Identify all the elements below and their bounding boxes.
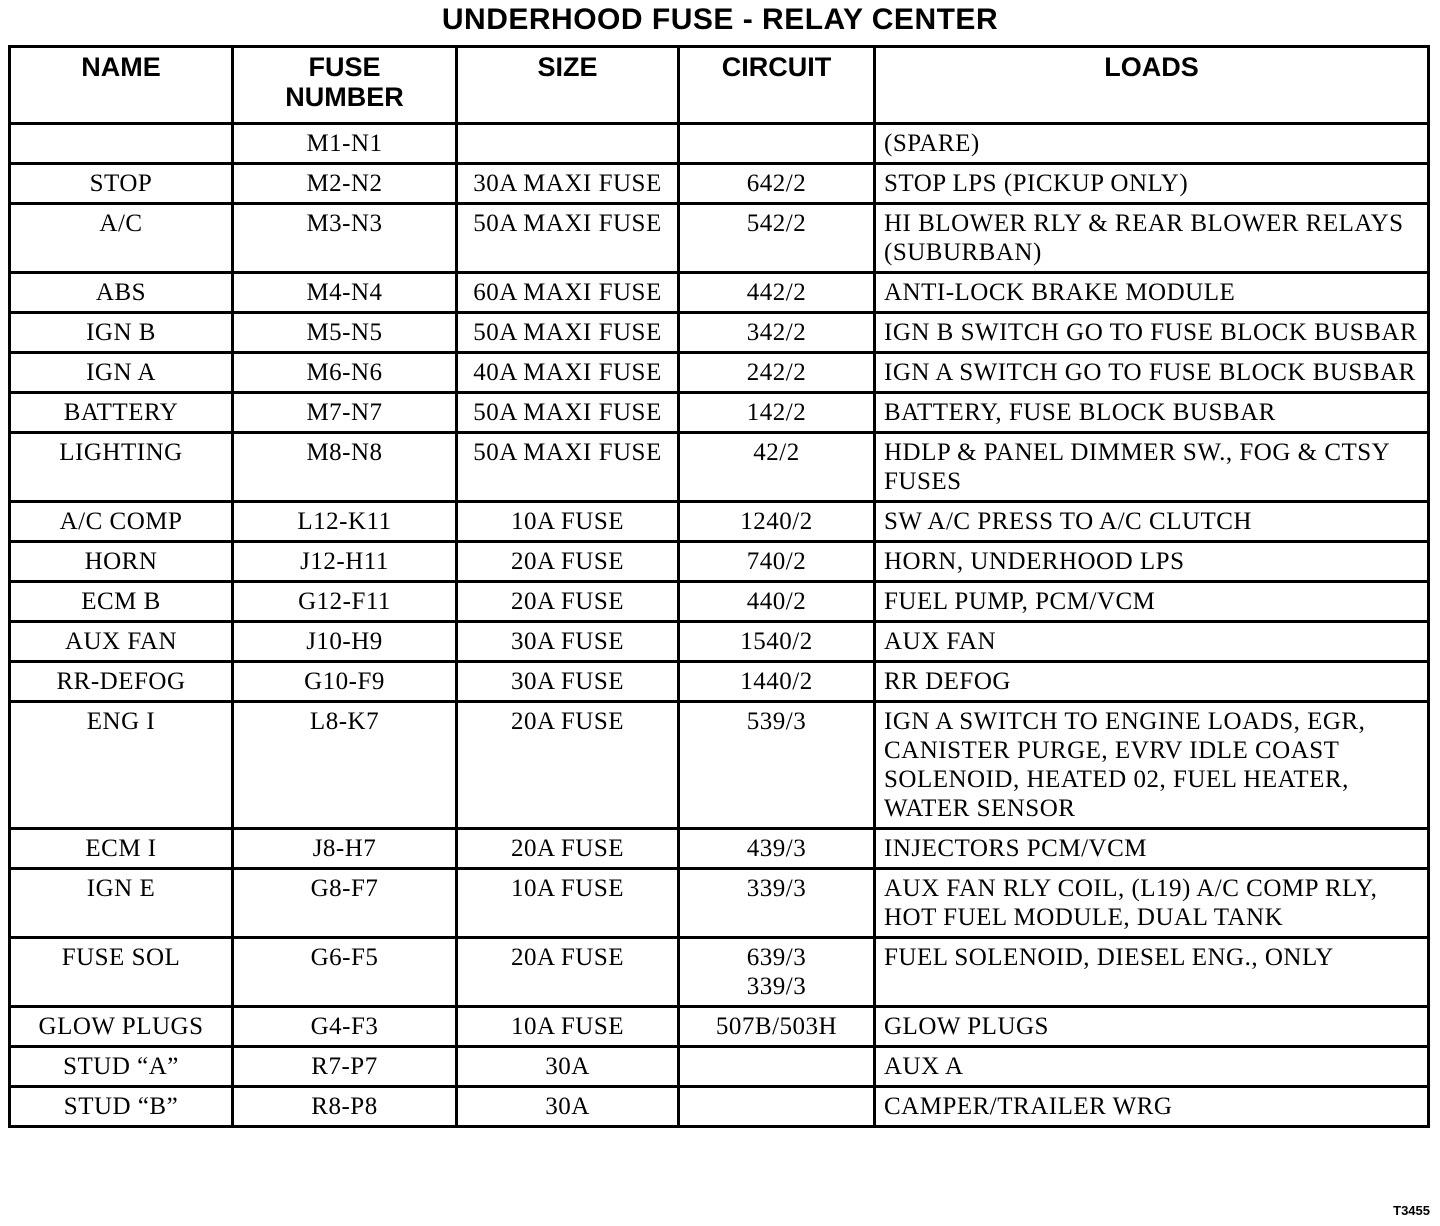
cell-name [10, 124, 233, 164]
cell-name: AUX FAN [10, 622, 233, 662]
cell-loads: HDLP & PANEL DIMMER SW., FOG & CTSY FUSES [875, 433, 1429, 502]
header-loads: LOADS [875, 47, 1429, 124]
cell-name: STUD “A” [10, 1047, 233, 1087]
cell-loads: CAMPER/TRAILER WRG [875, 1087, 1429, 1127]
cell-loads: IGN B SWITCH GO TO FUSE BLOCK BUSBAR [875, 313, 1429, 353]
cell-name: IGN B [10, 313, 233, 353]
cell-fuse-number: G10-F9 [233, 662, 457, 702]
table-row [10, 313, 1429, 353]
table-body [10, 124, 1429, 1127]
table-row [10, 938, 1429, 1007]
cell-circuit: 442/2 [679, 273, 875, 313]
cell-size: 50A MAXI FUSE [457, 433, 679, 502]
cell-name: FUSE SOL [10, 938, 233, 1007]
cell-loads: RR DEFOG [875, 662, 1429, 702]
cell-fuse-number: M5-N5 [233, 313, 457, 353]
table-row [10, 273, 1429, 313]
cell-size: 40A MAXI FUSE [457, 353, 679, 393]
cell-fuse-number: J12-H11 [233, 542, 457, 582]
cell-fuse-number: M4-N4 [233, 273, 457, 313]
cell-name: A/C COMP [10, 502, 233, 542]
cell-fuse-number: M8-N8 [233, 433, 457, 502]
cell-fuse-number: M2-N2 [233, 164, 457, 204]
cell-name: ECM I [10, 829, 233, 869]
table-row [10, 204, 1429, 273]
cell-circuit: 539/3 [679, 702, 875, 829]
cell-circuit: 1540/2 [679, 622, 875, 662]
header-fuse-number [233, 47, 457, 124]
cell-size: 10A FUSE [457, 1007, 679, 1047]
cell-name: STUD “B” [10, 1087, 233, 1127]
cell-name: A/C [10, 204, 233, 273]
cell-circuit: 42/2 [679, 433, 875, 502]
cell-fuse-number: G8-F7 [233, 869, 457, 938]
cell-circuit: 339/3 [679, 869, 875, 938]
figure-id: T3455 [1393, 1203, 1430, 1218]
cell-loads: HI BLOWER RLY & REAR BLOWER RELAYS (SUBURBAN) [875, 204, 1429, 273]
header-fuse-number-line2: NUMBER [285, 82, 404, 112]
cell-fuse-number: R8-P8 [233, 1087, 457, 1127]
table-row [10, 582, 1429, 622]
cell-fuse-number: J10-H9 [233, 622, 457, 662]
header-size: SIZE [457, 47, 679, 124]
table-row [10, 622, 1429, 662]
header-circuit: CIRCUIT [679, 47, 875, 124]
cell-circuit: 439/3 [679, 829, 875, 869]
cell-circuit: 142/2 [679, 393, 875, 433]
cell-name: STOP [10, 164, 233, 204]
cell-circuit: 639/3 339/3 [679, 938, 875, 1007]
cell-name: IGN A [10, 353, 233, 393]
cell-size: 60A MAXI FUSE [457, 273, 679, 313]
table-row [10, 393, 1429, 433]
page-title: UNDERHOOD FUSE - RELAY CENTER [441, 3, 999, 36]
cell-circuit: 740/2 [679, 542, 875, 582]
cell-fuse-number: G12-F11 [233, 582, 457, 622]
table-row [10, 164, 1429, 204]
cell-circuit: 440/2 [679, 582, 875, 622]
cell-size: 50A MAXI FUSE [457, 204, 679, 273]
cell-circuit: 1240/2 [679, 502, 875, 542]
cell-size: 20A FUSE [457, 829, 679, 869]
cell-loads: ANTI-LOCK BRAKE MODULE [875, 273, 1429, 313]
cell-name: ENG I [10, 702, 233, 829]
table-row [10, 702, 1429, 829]
table-row [10, 1047, 1429, 1087]
table-row [10, 662, 1429, 702]
table-row [10, 124, 1429, 164]
table-row [10, 353, 1429, 393]
table-row [10, 869, 1429, 938]
fuse-relay-table [8, 45, 1430, 1128]
cell-fuse-number: M7-N7 [233, 393, 457, 433]
table-row [10, 502, 1429, 542]
cell-circuit: 242/2 [679, 353, 875, 393]
cell-size: 20A FUSE [457, 582, 679, 622]
cell-name: RR-DEFOG [10, 662, 233, 702]
cell-loads: STOP LPS (PICKUP ONLY) [875, 164, 1429, 204]
cell-fuse-number: R7-P7 [233, 1047, 457, 1087]
cell-fuse-number: L12-K11 [233, 502, 457, 542]
cell-loads: IGN A SWITCH GO TO FUSE BLOCK BUSBAR [875, 353, 1429, 393]
table-row [10, 433, 1429, 502]
cell-fuse-number: L8-K7 [233, 702, 457, 829]
cell-size: 50A MAXI FUSE [457, 393, 679, 433]
cell-size: 50A MAXI FUSE [457, 313, 679, 353]
cell-circuit [679, 124, 875, 164]
cell-loads: BATTERY, FUSE BLOCK BUSBAR [875, 393, 1429, 433]
cell-fuse-number: J8-H7 [233, 829, 457, 869]
table-row [10, 829, 1429, 869]
cell-loads: HORN, UNDERHOOD LPS [875, 542, 1429, 582]
cell-name: HORN [10, 542, 233, 582]
cell-size: 10A FUSE [457, 869, 679, 938]
cell-fuse-number: M1-N1 [233, 124, 457, 164]
header-fuse-number-line1: FUSE [308, 52, 381, 82]
cell-fuse-number: M3-N3 [233, 204, 457, 273]
cell-size: 30A MAXI FUSE [457, 164, 679, 204]
cell-circuit: 642/2 [679, 164, 875, 204]
cell-circuit: 507B/503H [679, 1007, 875, 1047]
cell-size: 30A [457, 1047, 679, 1087]
cell-circuit [679, 1047, 875, 1087]
cell-size: 30A FUSE [457, 622, 679, 662]
cell-name: GLOW PLUGS [10, 1007, 233, 1047]
table-row [10, 1007, 1429, 1047]
cell-circuit: 542/2 [679, 204, 875, 273]
cell-loads: IGN A SWITCH TO ENGINE LOADS, EGR, CANISTER PURGE, EVRV IDLE COAST SOLENOID, HEATED 02, FUEL HEATER, WATER SENSOR [875, 702, 1429, 829]
cell-size [457, 124, 679, 164]
cell-name: IGN E [10, 869, 233, 938]
cell-name: BATTERY [10, 393, 233, 433]
cell-loads: FUEL PUMP, PCM/VCM [875, 582, 1429, 622]
cell-name: ECM B [10, 582, 233, 622]
cell-name: LIGHTING [10, 433, 233, 502]
cell-loads: (SPARE) [875, 124, 1429, 164]
cell-fuse-number: G6-F5 [233, 938, 457, 1007]
cell-size: 20A FUSE [457, 542, 679, 582]
header-name: NAME [10, 47, 233, 124]
cell-size: 20A FUSE [457, 938, 679, 1007]
header-row [10, 47, 1429, 124]
table-row [10, 542, 1429, 582]
cell-loads: INJECTORS PCM/VCM [875, 829, 1429, 869]
cell-size: 30A [457, 1087, 679, 1127]
cell-loads: AUX FAN RLY COIL, (L19) A/C COMP RLY, HOT FUEL MODULE, DUAL TANK [875, 869, 1429, 938]
cell-size: 30A FUSE [457, 662, 679, 702]
table-row [10, 1087, 1429, 1127]
cell-loads: AUX FAN [875, 622, 1429, 662]
cell-circuit: 342/2 [679, 313, 875, 353]
cell-fuse-number: M6-N6 [233, 353, 457, 393]
cell-loads: SW A/C PRESS TO A/C CLUTCH [875, 502, 1429, 542]
cell-circuit [679, 1087, 875, 1127]
cell-name: ABS [10, 273, 233, 313]
cell-loads: FUEL SOLENOID, DIESEL ENG., ONLY [875, 938, 1429, 1007]
cell-loads: GLOW PLUGS [875, 1007, 1429, 1047]
cell-size: 20A FUSE [457, 702, 679, 829]
cell-size: 10A FUSE [457, 502, 679, 542]
cell-loads: AUX A [875, 1047, 1429, 1087]
cell-fuse-number: G4-F3 [233, 1007, 457, 1047]
cell-circuit: 1440/2 [679, 662, 875, 702]
